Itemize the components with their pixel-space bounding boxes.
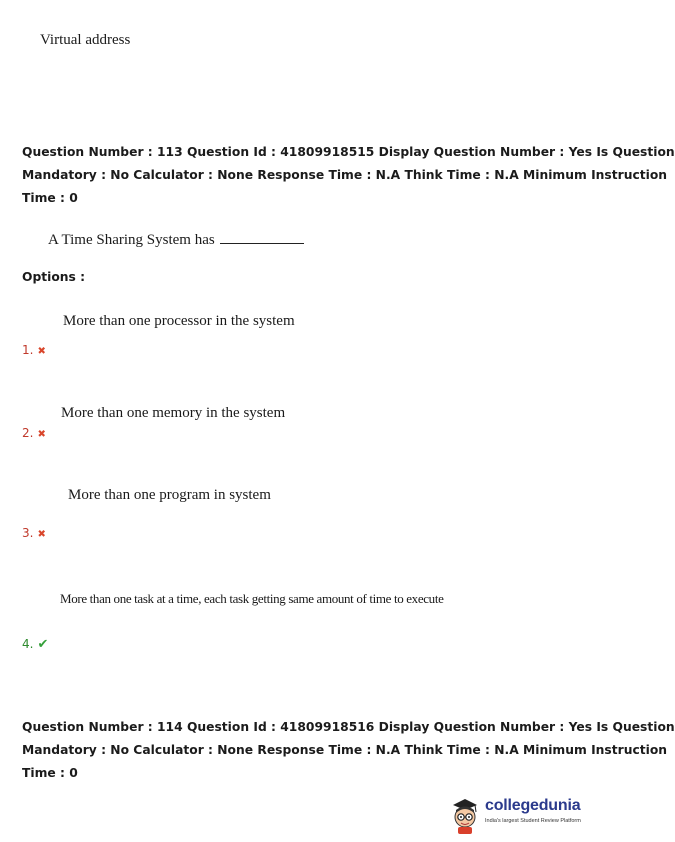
logo-tagline: India's largest Student Review Platform	[485, 818, 581, 824]
meta-line: Mandatory : No Calculator : None Response Time : N.A Think Time : N.A Minimum Instruction	[22, 168, 668, 182]
correct-mark-icon: ✔	[37, 637, 49, 652]
option-number-label: 4.	[22, 637, 34, 651]
previous-answer-text: Virtual address	[40, 32, 131, 48]
meta-line: Time : 0	[22, 766, 78, 780]
option-2-text: More than one memory in the system	[61, 405, 286, 421]
student-mascot-icon	[447, 795, 483, 835]
meta-line: Time : 0	[22, 191, 78, 205]
option-number-label: 1.	[22, 343, 34, 357]
option-number-label: 3.	[22, 526, 34, 540]
meta-line: Question Number : 114 Question Id : 41809918516 Display Question Number : Yes Is Question	[22, 720, 675, 734]
options-label: Options :	[22, 270, 86, 284]
option-4-text: More than one task at a time, each task getting same amount of time to execute	[60, 591, 444, 606]
wrong-mark-icon: ✖	[37, 346, 46, 357]
question-114-meta	[22, 716, 675, 785]
meta-line: Question Number : 113 Question Id : 41809918515 Display Question Number : Yes Is Question	[22, 145, 675, 159]
option-1-number	[22, 343, 46, 357]
collegedunia-logo	[447, 795, 587, 835]
meta-line: Mandatory : No Calculator : None Response Time : N.A Think Time : N.A Minimum Instruction	[22, 743, 668, 757]
option-number-label: 2.	[22, 426, 34, 440]
option-3-number	[22, 526, 46, 540]
question-text	[48, 232, 304, 249]
option-3-text: More than one program in system	[68, 487, 271, 503]
logo-wordmark: collegedunia	[485, 797, 581, 814]
question-text-body: A Time Sharing System has	[48, 232, 215, 248]
answer-blank	[220, 243, 304, 244]
wrong-mark-icon: ✖	[37, 429, 46, 440]
option-4-number	[22, 637, 48, 652]
option-2-number	[22, 426, 46, 440]
option-1-text: More than one processor in the system	[63, 313, 295, 329]
wrong-mark-icon: ✖	[37, 529, 46, 540]
question-113-meta	[22, 141, 675, 210]
